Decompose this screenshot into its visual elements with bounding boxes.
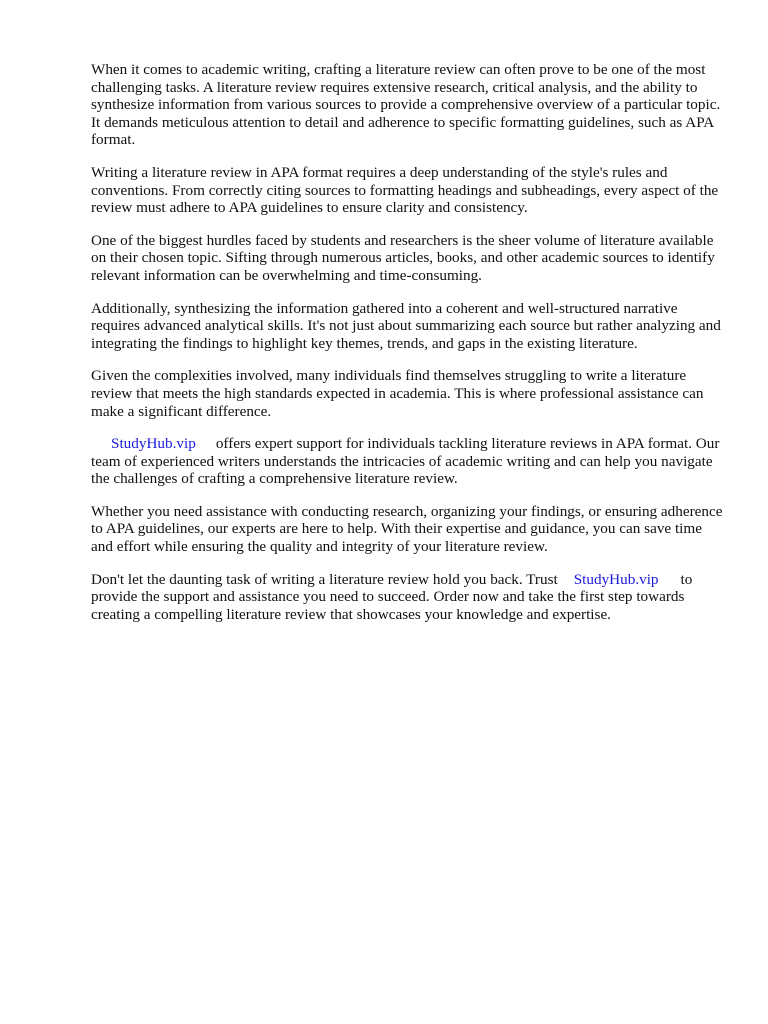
paragraph-apa-format: Writing a literature review in APA format requires a deep understanding of the style's rules and conventions. From correctly citing sources to formatting headings and subheadings, every aspect of the review must adhere to APA guidelines to ensure clarity and consistency. [91, 163, 719, 217]
paragraph-studyhub-offer [91, 435, 723, 488]
cta-text-before: Don't let the daunting task of writing a literature review hold you back. Trust [91, 570, 558, 588]
paragraph-hurdles: One of the biggest hurdles faced by students and researchers is the sheer volume of literature available on their chosen topic. Sifting through numerous articles, books, and other academic sources to identify relevant information can be overwhelming and time-consuming. [91, 231, 715, 284]
paragraph-synthesis: Additionally, synthesizing the information gathered into a coherent and well-structured narrative requires advanced analytical skills. It's not just about summarizing each source but rather analyzing and integrating the findings to highlight key themes, trends, and gaps in the existing literature. [91, 299, 721, 352]
paragraph-studyhub-offer-text: offers expert support for individuals tackling literature reviews in APA format. Our team of experienced writers understands the intricacies of academic writing and can help you navigate the challenges of crafting a comprehensive literature review. [91, 435, 720, 488]
studyhub-link[interactable]: StudyHub.vip [573, 570, 659, 588]
paragraph-assistance: Whether you need assistance with conducting research, organizing your findings, or ensuring adherence to APA guidelines, our experts are here to help. With their expertise and guidance, you can save time and effort while ensuring the quality and integrity of your literature review. [91, 502, 723, 556]
paragraph-call-to-action [91, 571, 723, 624]
paragraph-complexities: Given the complexities involved, many individuals find themselves struggling to write a literature review that meets the high standards expected in academia. This is where professional assistance can make a significant difference. [91, 367, 704, 420]
studyhub-link[interactable]: StudyHub.vip [111, 435, 196, 453]
document-page [91, 61, 723, 638]
cta-text-after: to provide the support and assistance you need to succeed. Order now and take the first step towards creating a compelling literature review that showcases your knowledge and expertise. [91, 570, 693, 623]
paragraph-intro: When it comes to academic writing, crafting a literature review can often prove to be one of the most challenging tasks. A literature review requires extensive research, critical analysis, and the ability to synthesize information from various sources to provide a comprehensive overview of a particular topic. It demands meticulous attention to detail and adherence to specific formatting guidelines, such as APA format. [91, 61, 721, 149]
